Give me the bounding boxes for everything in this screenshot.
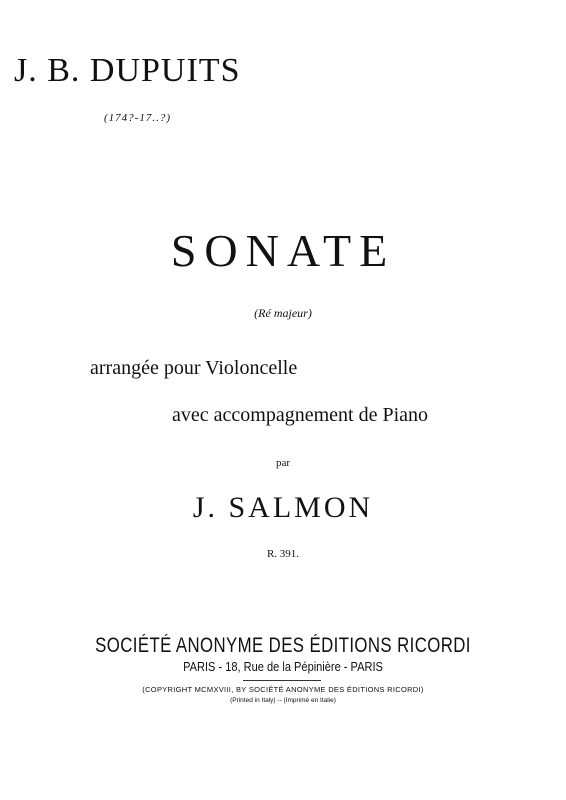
catalog-number: R. 391. <box>266 548 300 560</box>
work-key: (Ré majeur) <box>254 306 312 320</box>
printed-notice: (Printed in Italy) -- (Imprimé en Italie) <box>230 697 336 704</box>
arrangement-line-2: avec accompagnement de Piano <box>172 404 428 426</box>
by-label: par <box>275 457 291 469</box>
work-title: SONATE <box>170 225 396 276</box>
publisher-name: SOCIÉTÉ ANONYME DES ÉDITIONS RICORDI <box>95 634 471 657</box>
copyright-notice: (COPYRIGHT MCMXVIII, BY SOCIÉTÉ ANONYME DES ÉDITIONS RICORDI) <box>142 685 424 694</box>
composer-name: J. B. DUPUITS <box>14 52 241 89</box>
arrangement-line-1: arrangée pour Violoncelle <box>90 357 298 379</box>
divider-rule <box>243 680 321 681</box>
publisher-address: PARIS - 18, Rue de la Pépinière - PARIS <box>183 659 383 674</box>
composer-dates: (174?-17..?) <box>104 112 171 124</box>
arranger-name: J. SALMON <box>192 491 374 524</box>
